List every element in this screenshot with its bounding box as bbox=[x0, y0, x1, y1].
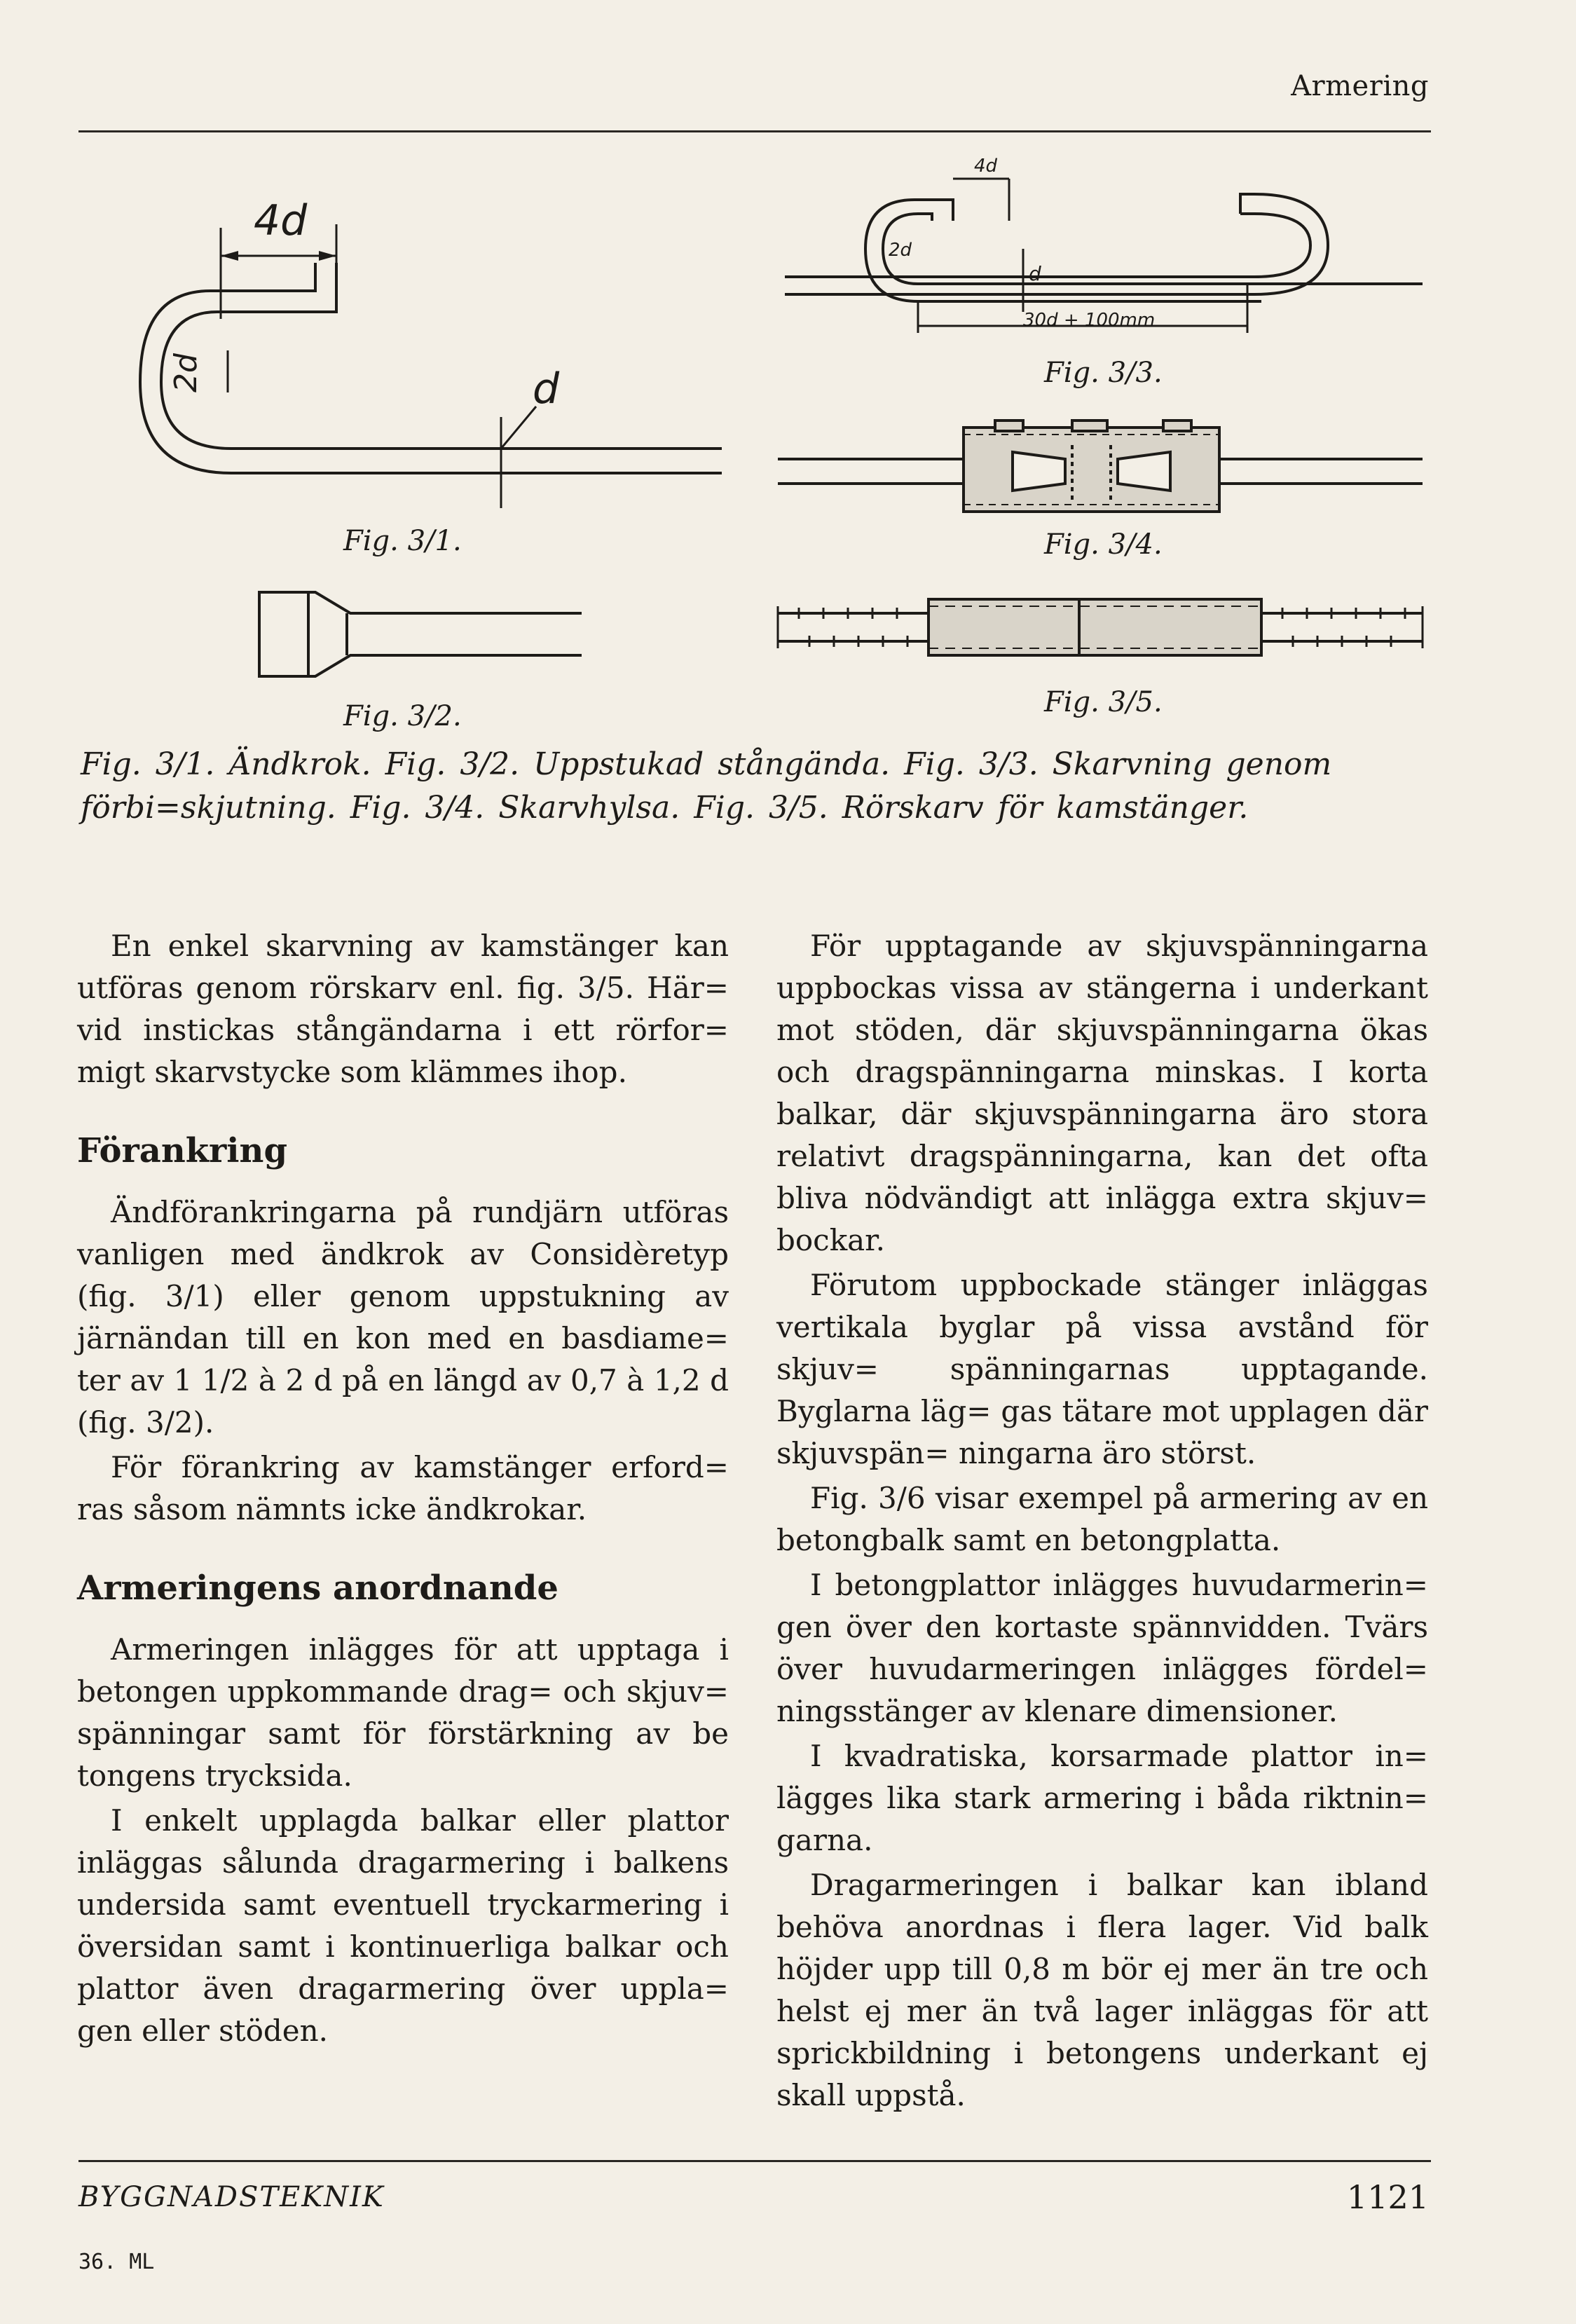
fig-3-3-dim-4d: 4d bbox=[974, 156, 998, 177]
paragraph: Armeringen inlägges för att upptaga i betongen uppkommande drag= och skjuv= spänningar samt för förstärkning av be tongens trycksida. bbox=[77, 1632, 729, 1793]
paragraph: I betongplattor inlägges huvudarmerin= gen över den kortaste spännvidden. Tvärs över huvudarmeringen inlägges fördel= ningsstänger av klenare dimensioner. bbox=[776, 1568, 1428, 1728]
fig-3-1-dim-2d: 2d bbox=[168, 353, 204, 392]
printer-signature: 36. ML bbox=[78, 2250, 155, 2274]
heading-armeringens-anordnande: Armeringens anordnande bbox=[77, 1568, 559, 1608]
paragraph: Ändförankringarna på rundjärn utföras vanligen med ändkrok av Considèretyp (fig. 3/1) eller genom uppstukning av järnändan till en kon med en basdiame= ter av 1 1/2 à 2 d på en längd av 0,7 à 1,2 d (fig. 3/2). bbox=[77, 1195, 729, 1440]
right-column bbox=[776, 925, 1428, 2117]
fig-3-4-sleeve-drawing bbox=[778, 421, 1423, 512]
paragraph: Förutom uppbockade stänger inläggas vertikala byglar på vissa avstånd för skjuv= spänningarnas upptagande. Byglarna läg= gas tätare mot upplagen där skjuvspän= ningarna äro störst. bbox=[776, 1268, 1428, 1470]
paragraph: I kvadratiska, korsarmade plattor in= lägges lika stark armering i båda riktnin= garna. bbox=[776, 1739, 1428, 1857]
running-title: Armering bbox=[1291, 70, 1429, 102]
figure-caption: Fig. 3/1. Ändkrok. Fig. 3/2. Uppstukad stångända. Fig. 3/3. Skarvning genom förbi=skjutning. Fig. 3/4. Skarvhylsa. Fig. 3/5. Rörskarv för kamstänger. bbox=[81, 746, 1332, 826]
header-rule bbox=[78, 130, 1431, 132]
fig-3-3-dim-2d: 2d bbox=[889, 240, 912, 261]
paragraph: För upptagande av skjuvspänningarna uppbockas vissa av stängerna i underkant mot stöden, där skjuvspänningarna ökas och dragspänningarna minskas. I korta balkar, där skjuvspänningarna äro stora relativt dragspänningarna, kan det ofta bliva nödvändigt att inlägga extra skjuv= bockar. bbox=[776, 929, 1428, 1257]
fig-3-2-label: Fig. 3/2. bbox=[343, 700, 462, 732]
paragraph: Fig. 3/6 visar exempel på armering av en betongbalk samt en betongplatta. bbox=[776, 1481, 1428, 1557]
fig-3-5-label: Fig. 3/5. bbox=[1044, 686, 1163, 718]
paragraph: För förankring av kamstänger erford= ras såsom nämnts icke ändkrokar. bbox=[77, 1450, 729, 1526]
fig-3-4-label: Fig. 3/4. bbox=[1044, 528, 1163, 561]
paragraph: Dragarmeringen i balkar kan ibland behöva anordnas i flera lager. Vid balk höjder upp till 0,8 m bör ej mer än tre och helst ej mer än två lager inläggas för att sprickbildning i betongens underkant ej skall uppstå. bbox=[776, 1868, 1428, 2112]
fig-3-3-label: Fig. 3/3. bbox=[1044, 357, 1163, 389]
intro-paragraph: En enkel skarvning av kamstänger kan utföras genom rörskarv enl. fig. 3/5. Här= vid instickas stångändarna i ett rörfor= migt skarvstycke som klämmes ihop. bbox=[77, 929, 729, 1089]
footer-rule bbox=[78, 2160, 1431, 2162]
fig-3-2-upset-end-drawing bbox=[259, 592, 582, 676]
fig-3-3-dim-length: 30d + 100mm bbox=[1023, 310, 1156, 331]
figures-panel bbox=[70, 151, 1444, 732]
paragraph: I enkelt upplagda balkar eller plattor inläggas sålunda dragarmering i balkens undersida samt eventuell tryckarmering i översidan samt i kontinuerliga balkar och plattor även dragarmering över uppla= gen eller stöden. bbox=[77, 1803, 729, 2048]
publication-name: BYGGNADSTEKNIK bbox=[78, 2181, 385, 2213]
fig-3-3-dim-d: d bbox=[1029, 262, 1041, 285]
page-number: 1121 bbox=[1346, 2178, 1429, 2216]
fig-3-1-dim-4d: 4d bbox=[254, 196, 308, 245]
fig-3-1-label: Fig. 3/1. bbox=[343, 525, 462, 557]
fig-3-1-dim-d: d bbox=[533, 364, 560, 413]
fig-3-1-hook-drawing bbox=[140, 224, 722, 508]
fig-3-5-pipe-splice-drawing bbox=[778, 599, 1423, 655]
heading-forankring: Förankring bbox=[77, 1131, 287, 1170]
left-column bbox=[77, 925, 729, 2052]
